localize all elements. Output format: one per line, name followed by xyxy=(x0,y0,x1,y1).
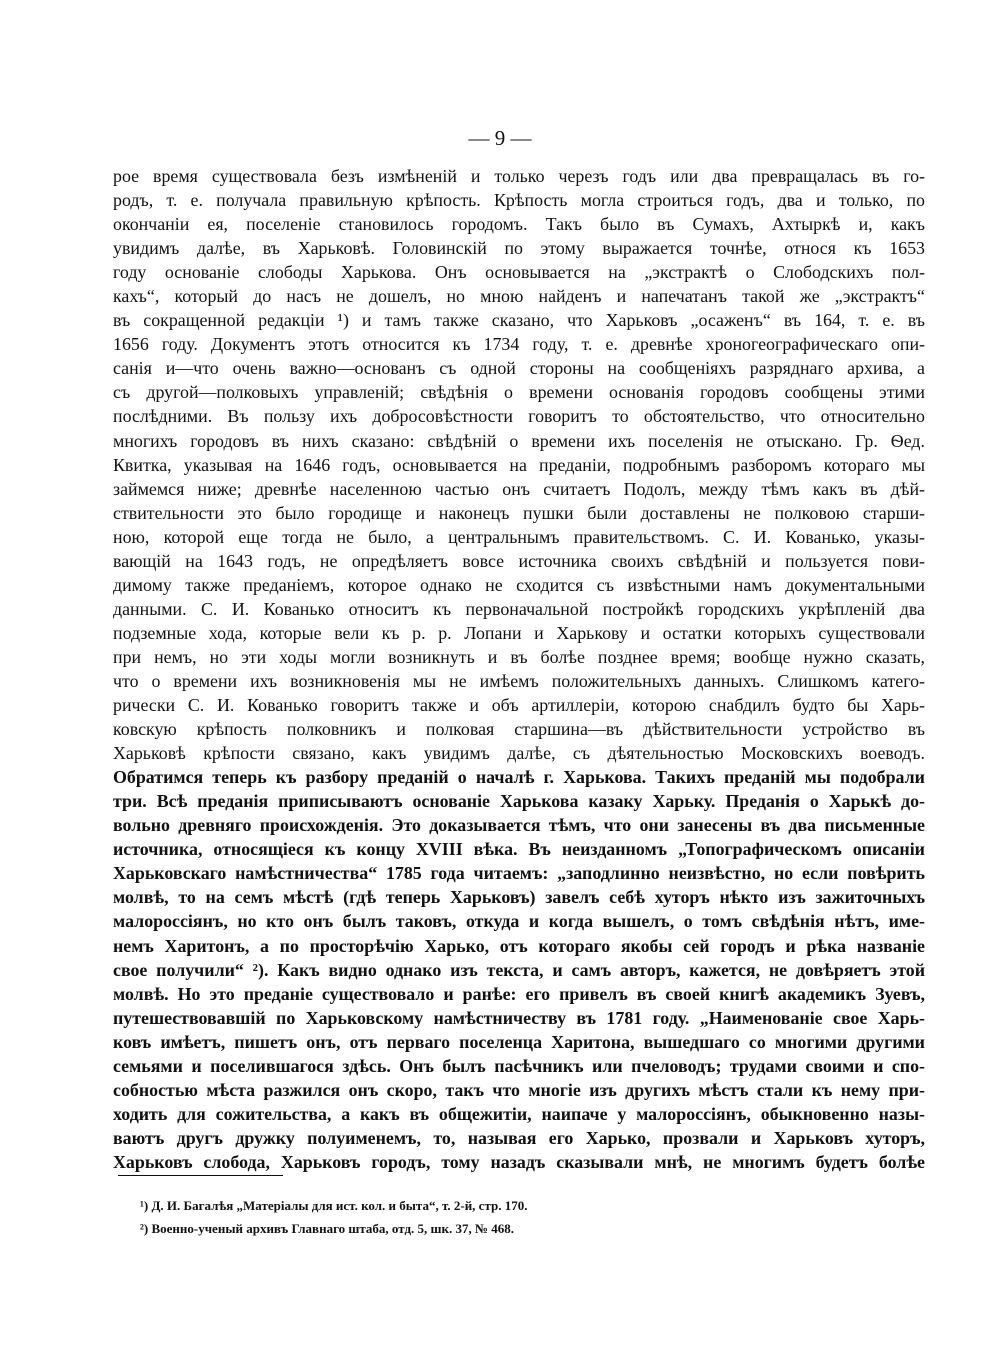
text-line: рически С. И. Кованько говоритъ также и объ артиллеріи, которою снабдилъ будто бы Харь- xyxy=(113,695,925,716)
text-line: ходить для сожительства, а какъ въ общежитіи, наипаче у малороссіянъ, обыкновенно назы- xyxy=(113,1103,925,1124)
text-line: Харьковскаго намѣстничества“ 1785 года читаемъ: „заподлинно неизвѣстно, но если повѣрить xyxy=(113,863,925,884)
text-line: Харьковѣ крѣпости связано, какъ увидимъ далѣе, съ дѣятельностью Московскихъ воеводъ. xyxy=(113,743,925,764)
text-line: ствительности это было городище и наконецъ пушки были доставлены не полковою старши- xyxy=(113,502,925,523)
text-line: рое время существовала безъ измѣненій и только черезъ годъ или два превращалась въ го- xyxy=(113,166,925,186)
text-line: займемся ниже; древнѣе населенною частью онъ считаетъ Подолъ, между тѣмъ какъ въ дѣй- xyxy=(113,478,925,499)
text-line: вольно древняго происхожденія. Это доказывается тѣмъ, что они занесены въ два письменные xyxy=(113,815,925,836)
text-line: семьями и поселившагося здѣсь. Онъ былъ пасѣчникъ или пчеловодъ; трудами своими и спо- xyxy=(113,1055,925,1076)
text-line: при немъ, но эти ходы могли возникнуть и въ болѣе позднее время; вообще нужно сказать, xyxy=(113,646,925,667)
text-line: ваютъ другъ дружку полуименемъ, то, называя его Харько, прозвали и Харьковъ хуторъ, xyxy=(113,1127,925,1148)
text-line: молвѣ. Но это преданіе существовало и ранѣе: его привелъ въ своей книгѣ академикъ Зуевъ, xyxy=(113,983,925,1004)
footnote-separator xyxy=(118,1175,283,1176)
text-line: въ сокращенной редакціи ¹) и тамъ также сказано, что Харьковъ „осаженъ“ въ 164, т. е. въ xyxy=(113,310,925,331)
text-line: три. Всѣ преданія приписываютъ основаніе Харькова казаку Харьку. Преданія о Харькѣ до- xyxy=(113,791,925,812)
text-line: немъ Харитонъ, а по просторѣчію Харько, отъ котораго якобы сей городъ и рѣка названіе xyxy=(113,935,925,956)
text-line: ною, которой еще тогда не было, а центральнымъ правительствомъ. С. И. Кованько, указы- xyxy=(113,526,925,547)
text-line: году основаніе слободы Харькова. Онъ основывается на „экстрактѣ о Слободскихъ пол- xyxy=(113,262,925,283)
text-line: послѣдними. Въ пользу ихъ добросовѣстности говоритъ то обстоятельство, что относительно xyxy=(113,406,925,427)
text-line: димому также преданіемъ, которое однако не сходится съ извѣстными намъ документальными xyxy=(113,574,925,595)
text-line: многихъ городовъ въ нихъ сказано: свѣдѣній о времени ихъ поселенія не отыскано. Гр. Ѳед. xyxy=(113,430,925,451)
text-line: источника, относящіеся къ концу XVIII вѣка. Въ неизданномъ „Топографическомъ описаніи xyxy=(113,839,925,860)
text-line: съ другой—полковыхъ управленій; свѣдѣнія о времени основанія городовъ сообщены этими xyxy=(113,382,925,403)
text-line: данными. С. И. Кованько относитъ къ первоначальной постройкѣ городскихъ укрѣпленій два xyxy=(113,598,925,619)
text-line: молвѣ, то на семъ мѣстѣ (гдѣ теперь Харьковъ) завелъ себѣ хуторъ нѣкто изъ зажиточныхъ xyxy=(113,887,925,908)
text-line: путешествовавшій по Харьковскому намѣстничеству въ 1781 году. „Наименованіе свое Харь- xyxy=(113,1007,925,1028)
text-line: собностью мѣста разжился онъ скоро, такъ что многіе изъ другихъ мѣстъ стали къ нему при- xyxy=(113,1079,925,1100)
text-line: ковъ имѣетъ, пишетъ онъ, отъ перваго поселенца Харитона, вышедшаго со многими другими xyxy=(113,1031,925,1052)
footnote: ¹) Д. И. Багалѣя „Матеріалы для ист. кол. и быта“, т. 2-й, стр. 170. xyxy=(140,1198,528,1213)
text-line: 1656 году. Документъ этотъ относится къ 1734 году, т. е. древнѣе хроногеографическаго опи- xyxy=(113,334,925,355)
text-line: Обратимся теперь къ разбору преданій о началѣ г. Харькова. Такихъ преданій мы подобрали xyxy=(113,767,925,788)
footnote: ²) Военно-ученый архивъ Главнаго штаба, отд. 5, шк. 37, № 468. xyxy=(140,1221,515,1236)
text-line: кахъ“, который до насъ не дошелъ, но мною найденъ и напечатанъ такой же „экстрактъ“ xyxy=(113,286,925,307)
footnotes xyxy=(140,1194,840,1240)
text-line: родъ, т. е. получала правильную крѣпость. Крѣпость могла строиться годъ, два и только, по xyxy=(113,190,925,211)
text-line: Квитка, указывая на 1646 годъ, основывается на преданіи, подробнымъ разборомъ котораго мы xyxy=(113,454,925,475)
text-line: малороссіянъ, но кто онъ былъ таковъ, откуда и когда вышелъ, о томъ свѣдѣнія нѣтъ, име- xyxy=(113,911,925,932)
text-line: что о времени ихъ возникновенія мы не имѣемъ положительныхъ данныхъ. Слишкомъ катего- xyxy=(113,670,925,691)
text-line: ковскую крѣпость полковникъ и полковая старшина—въ дѣйствительности устройство въ xyxy=(113,719,925,740)
text-line: подземные хода, которые вели къ р. р. Лопани и Харькову и остатки которыхъ существовали xyxy=(113,622,925,643)
text-line: санія и—что очень важно—основанъ съ одной стороны на сообщеніяхъ разряднаго архива, а xyxy=(113,358,925,379)
text-line: вающій на 1643 годъ, не опредѣляетъ вовсе источника своихъ свѣдѣній и пользуется пови- xyxy=(113,550,925,571)
text-line: свое получили“ ²). Какъ видно однако изъ текста, и самъ авторъ, кажется, не довѣряетъ этой xyxy=(113,959,925,980)
body-text xyxy=(113,164,925,1174)
text-line: окончаніи ея, поселеніе становилось городомъ. Такъ было въ Сумахъ, Ахтыркѣ и, какъ xyxy=(113,214,925,235)
text-line: увидимъ далѣе, въ Харьковѣ. Головинскій по этому выражается точнѣе, относя къ 1653 xyxy=(113,238,925,259)
page-number: — 9 — xyxy=(468,126,532,150)
text-line: Харьковъ слобода, Харьковъ городъ, тому назадъ сказывали мнѣ, не многимъ будетъ болѣе xyxy=(113,1151,925,1172)
